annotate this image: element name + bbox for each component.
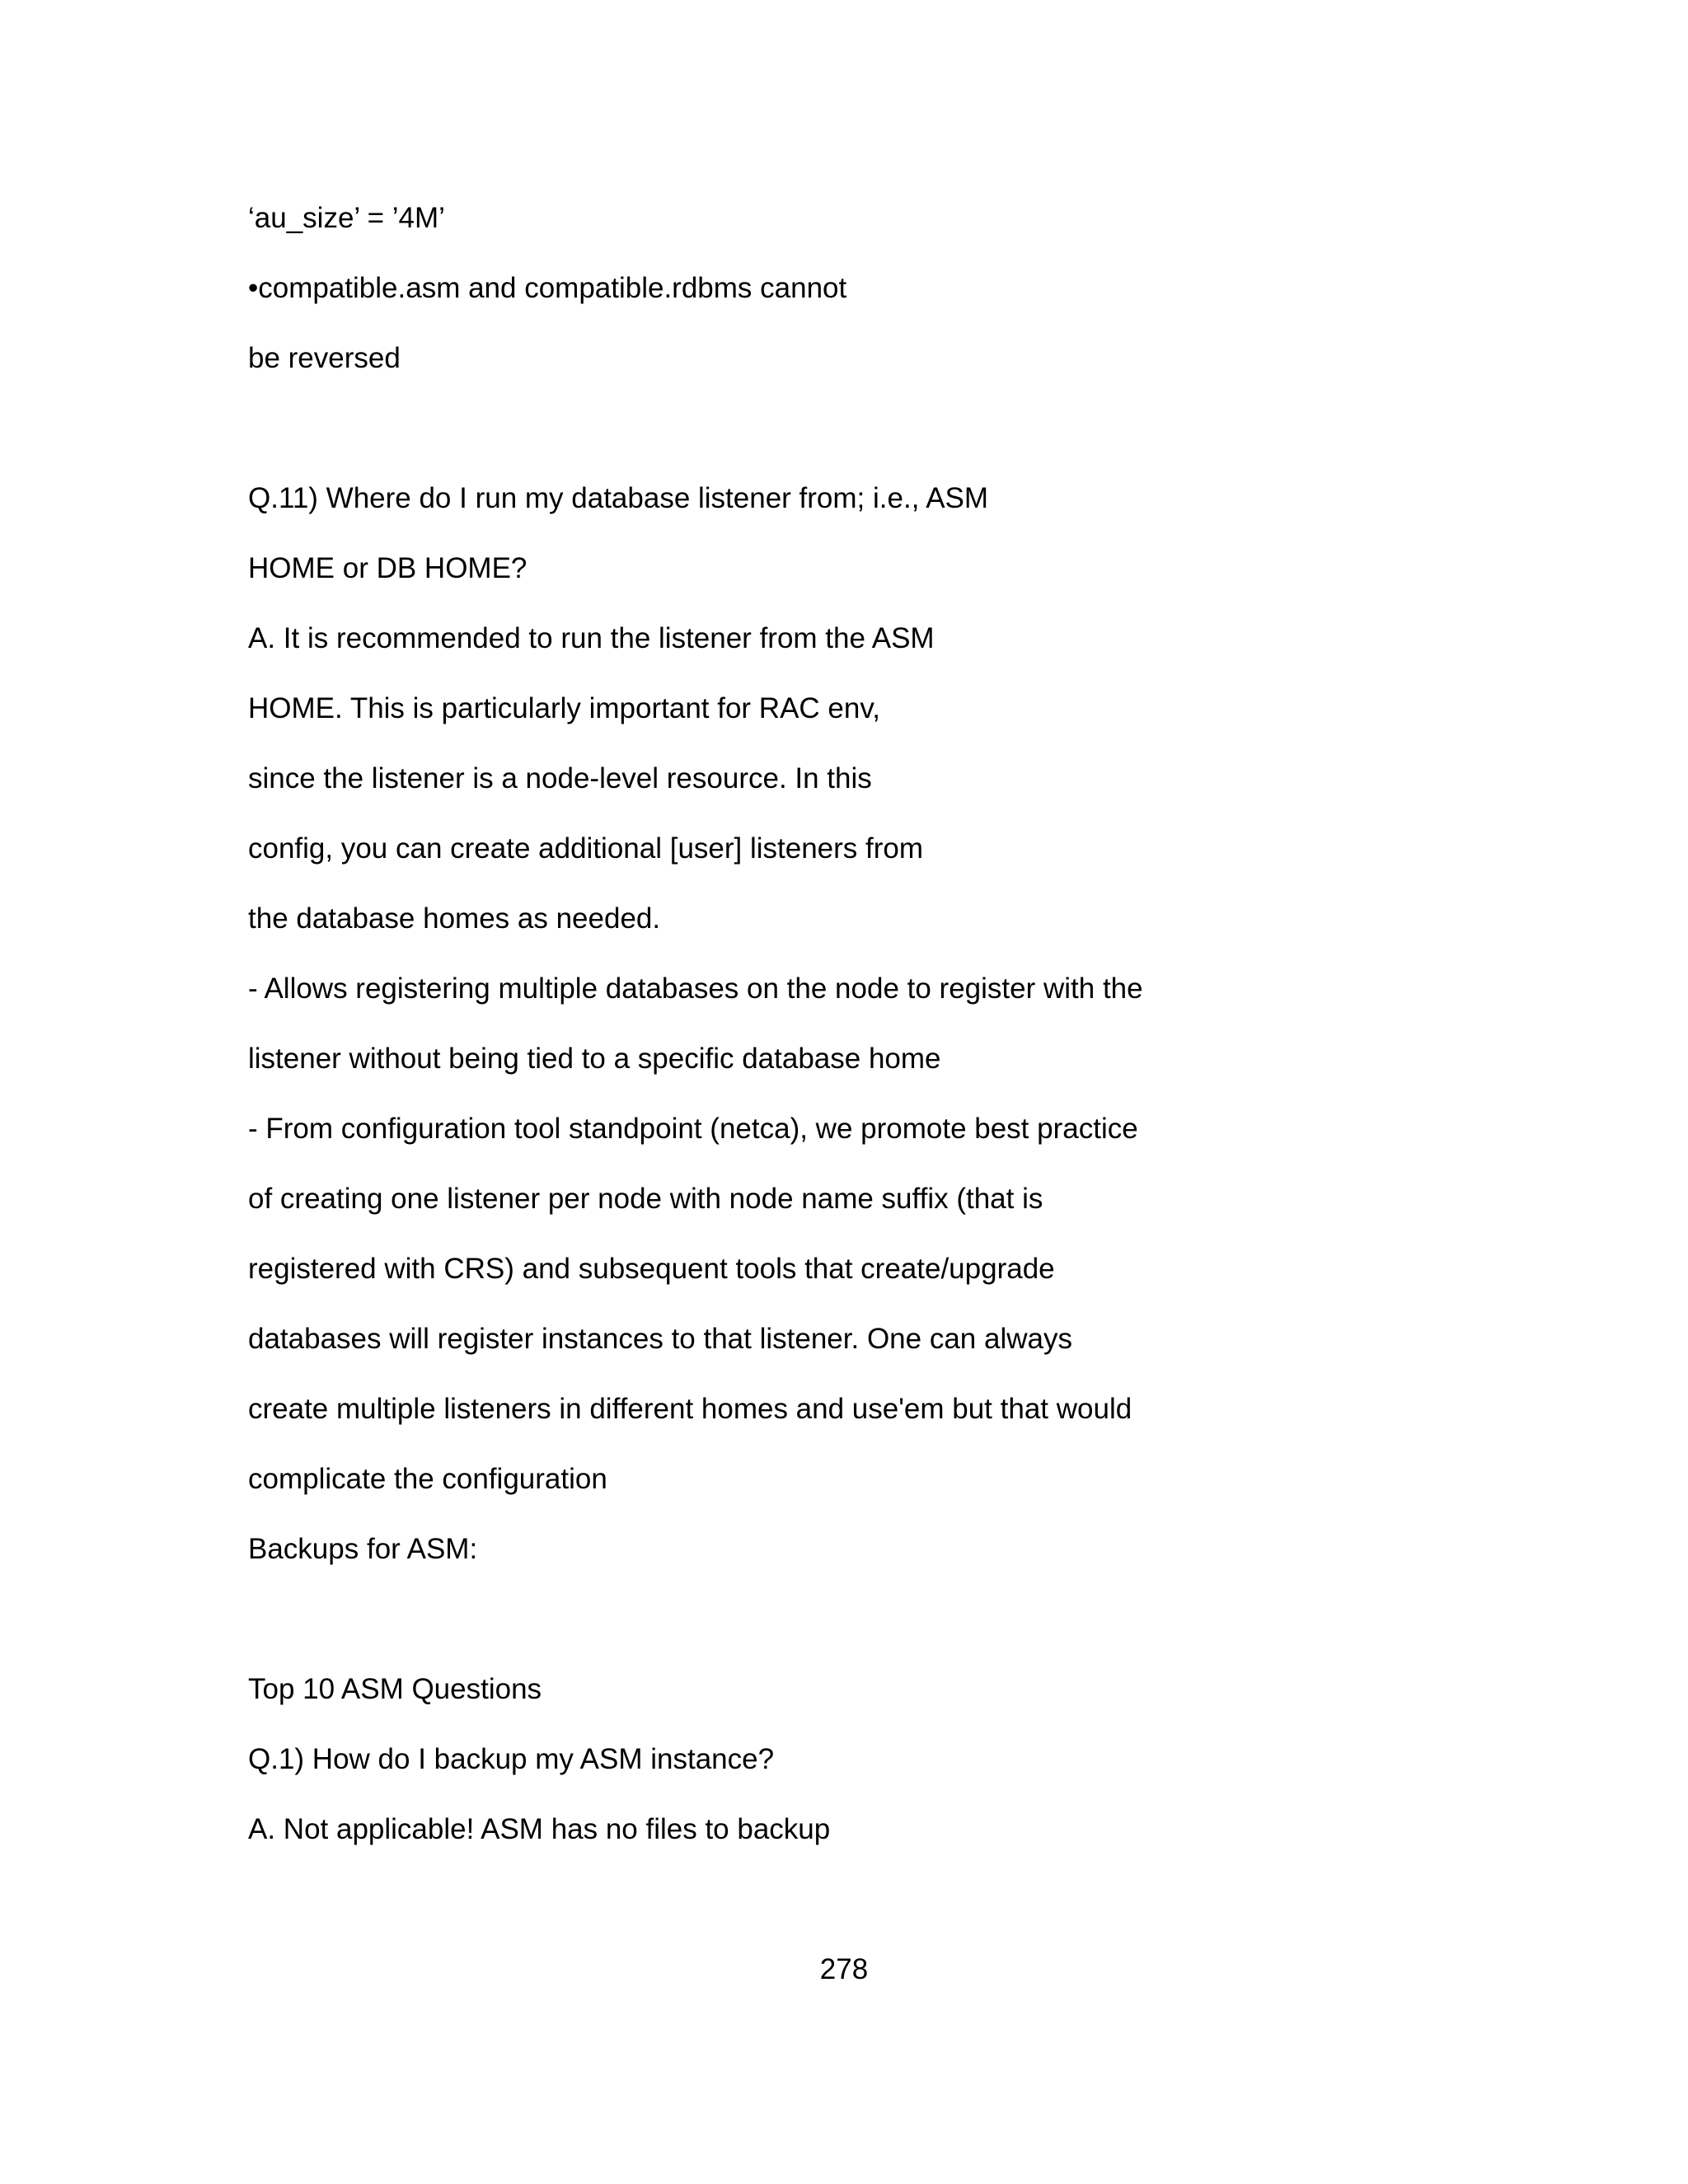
answer-11-bullet-cont: registered with CRS) and subsequent tools that create/upgrade	[248, 1253, 1055, 1285]
answer-11-bullet-cont: listener without being tied to a specific database home	[248, 1043, 941, 1075]
answer-11-line: config, you can create additional [user] listeners from	[248, 832, 924, 865]
question-1-heading: Q.1) How do I backup my ASM instance?	[248, 1743, 775, 1775]
section-heading-top10: Top 10 ASM Questions	[248, 1673, 542, 1705]
section-heading-backups: Backups for ASM:	[248, 1533, 478, 1565]
answer-11-line: since the listener is a node-level resource. In this	[248, 762, 872, 794]
text-line-reversed: be reversed	[248, 342, 401, 374]
answer-1-line: A. Not applicable! ASM has no files to backup	[248, 1813, 831, 1845]
answer-11-line: the database homes as needed.	[248, 902, 661, 935]
answer-11-bullet: - From configuration tool standpoint (netca), we promote best practice	[248, 1113, 1138, 1145]
question-11-heading-cont: HOME or DB HOME?	[248, 552, 528, 584]
answer-11-line: A. It is recommended to run the listener from the ASM	[248, 622, 935, 654]
text-line-au-size: ‘au_size’ = ’4M’	[248, 202, 445, 234]
answer-11-bullet-cont: databases will register instances to that listener. One can always	[248, 1323, 1072, 1355]
answer-11-line: HOME. This is particularly important for RAC env,	[248, 692, 880, 724]
answer-11-bullet-cont: of creating one listener per node with node name suffix (that is	[248, 1183, 1043, 1215]
answer-11-bullet-cont: create multiple listeners in different homes and use'em but that would	[248, 1393, 1132, 1425]
text-line-compatible: •compatible.asm and compatible.rdbms cannot	[248, 272, 847, 304]
question-11-heading: Q.11) Where do I run my database listener from; i.e., ASM	[248, 482, 989, 514]
page-number: 278	[819, 1953, 869, 1985]
answer-11-bullet-cont: complicate the configuration	[248, 1463, 607, 1495]
answer-11-bullet: - Allows registering multiple databases on the node to register with the	[248, 972, 1143, 1005]
